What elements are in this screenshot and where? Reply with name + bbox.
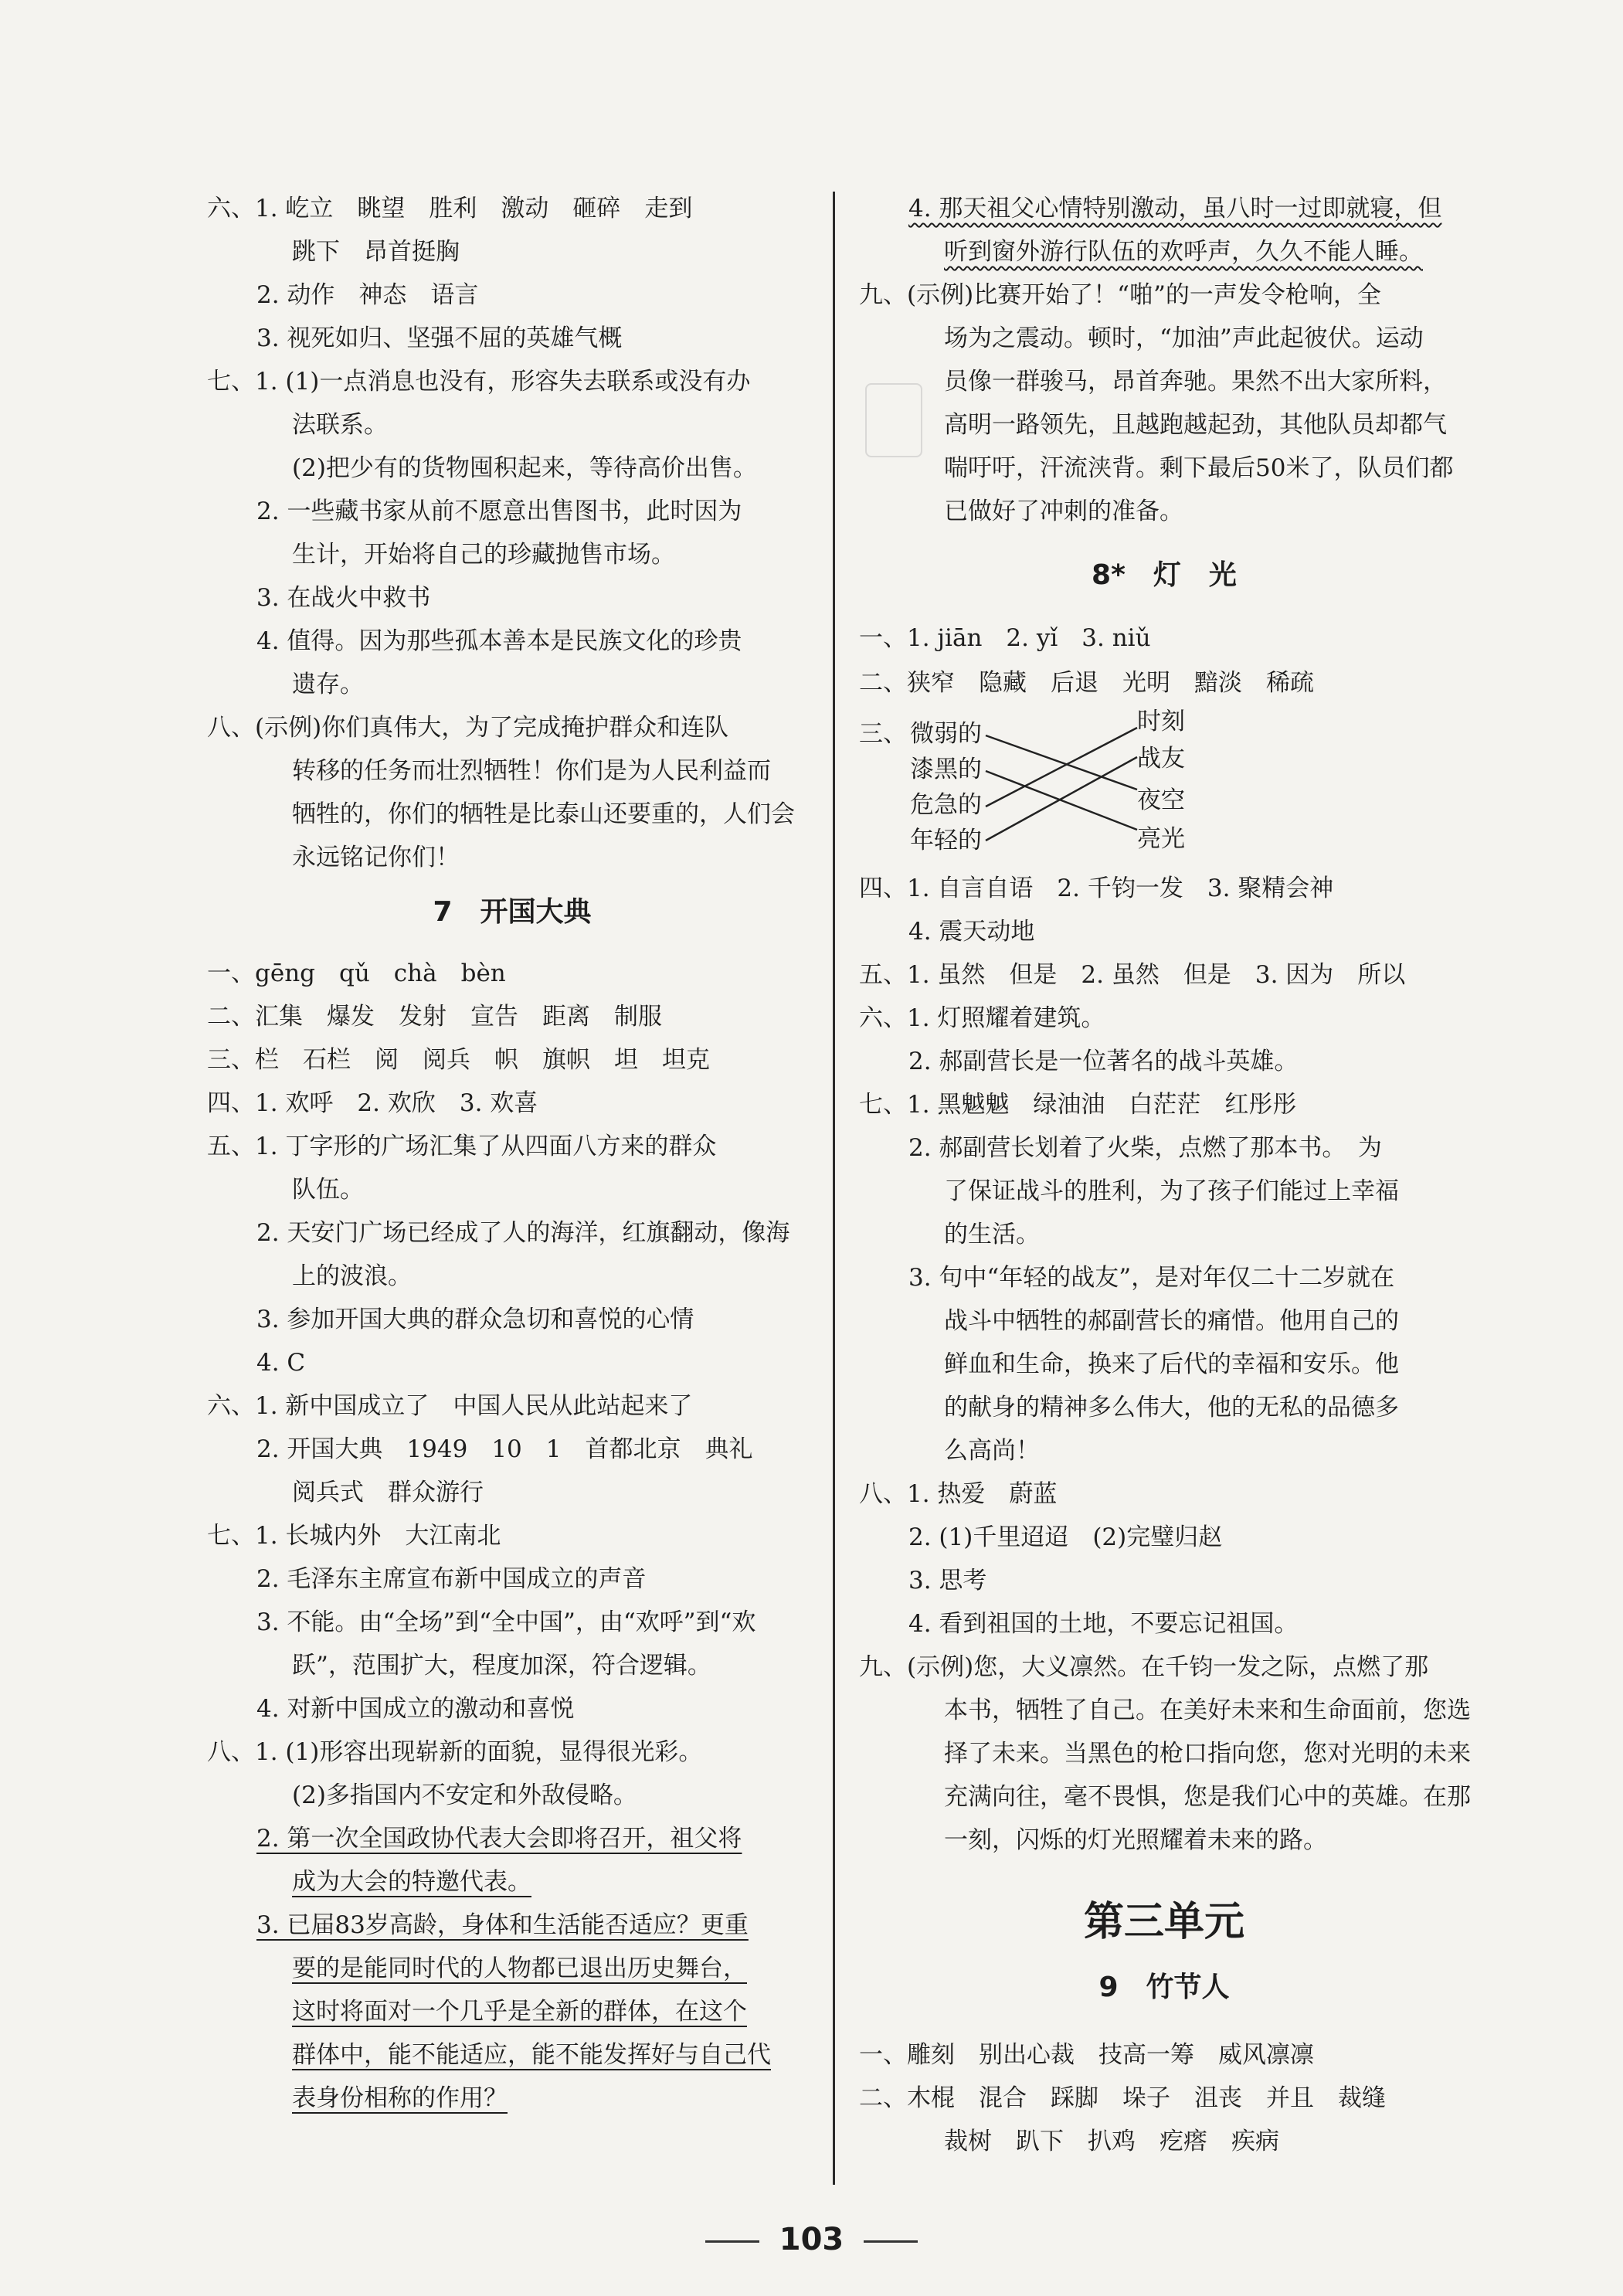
left-line: 3. 在战火中救书: [256, 584, 431, 612]
left-line: 4. 值得。因为那些孤本善本是民族文化的珍贵: [256, 627, 742, 655]
right-line: 五、1. 虽然 但是 2. 虽然 但是 3. 因为 所以: [859, 961, 1406, 989]
left-line-underlined: 这时将面对一个几乎是全新的群体，在这个: [292, 1998, 747, 2026]
left-line-underlined: 群体中，能不能适应，能不能发挥好与自己代: [292, 2041, 771, 2069]
match-line: [986, 735, 1137, 790]
right-line: 喘吁吁，汗流浃背。剩下最后50米了，队员们都: [944, 454, 1454, 482]
right-line: 七、1. 黑魆魆 绿油油 白茫茫 红彤彤: [859, 1091, 1297, 1119]
faint-stamp: [865, 383, 922, 457]
match-line: [986, 771, 1137, 830]
matching-right-item: 战友: [1137, 745, 1185, 773]
unit-3-title: 第三单元: [1083, 1899, 1244, 1945]
right-line-wavy: 4. 那天祖父心情特别激动，虽八时一过即就寝，但: [908, 195, 1442, 222]
left-line: 3. 不能。由“全场”到“全中国”，由“欢呼”到“欢: [256, 1608, 756, 1636]
right-line: 的献身的精神多么伟大，他的无私的品德多: [944, 1394, 1399, 1421]
right-line: 了保证战斗的胜利，为了孩子们能过上幸福: [944, 1177, 1399, 1205]
right-line: 二、木棍 混合 踩脚 垛子 沮丧 并且 裁缝: [859, 2084, 1386, 2112]
left-line: 3. 参加开国大典的群众急切和喜悦的心情: [256, 1306, 694, 1333]
right-line: 3. 句中“年轻的战友”，是对年仅二十二岁就在: [908, 1264, 1395, 1292]
lesson-9-title: 9 竹节人: [1098, 1972, 1230, 2003]
left-line: 七、1. 长城内外 大江南北: [207, 1522, 501, 1550]
left-line: 2. 动作 神态 语言: [256, 281, 479, 309]
column-divider: [833, 192, 835, 2185]
right-line: 八、1. 热爱 蔚蓝: [859, 1480, 1058, 1508]
left-line-underlined: 要的是能同时代的人物都已退出历史舞台，: [292, 1955, 747, 1982]
left-line: 二、汇集 爆发 发射 宣告 距离 制服: [207, 1003, 662, 1031]
matching-left-item: 微弱的: [910, 720, 982, 748]
page-footer: [0, 2222, 1623, 2257]
left-line: 跃”，范围扩大，程度加深，符合逻辑。: [292, 1652, 711, 1680]
right-line: 一、1. jiān 2. yǐ 3. niǔ: [859, 624, 1151, 652]
matching-left-item: 漆黑的: [910, 756, 982, 783]
right-line: 二、狭窄 隐藏 后退 光明 黯淡 稀疏: [859, 669, 1314, 697]
left-line-underlined: 成为大会的特邀代表。: [292, 1868, 531, 1896]
right-line: 员像一群骏马，昂首奔驰。果然不出大家所料，: [944, 368, 1447, 396]
right-line: 一刻，闪烁的灯光照耀着未来的路。: [944, 1826, 1327, 1854]
left-line: 跳下 昂首挺胸: [292, 238, 460, 266]
left-line: 法联系。: [292, 411, 388, 439]
match-line: [986, 728, 1137, 807]
right-line: 高明一路领先，且越跑越起劲，其他队员却都气: [944, 411, 1447, 439]
right-line: 六、1. 灯照耀着建筑。: [859, 1004, 1105, 1032]
left-line: 六、1. 新中国成立了 中国人民从此站起来了: [207, 1392, 693, 1420]
left-line: 2. 一些藏书家从前不愿意出售图书，此时因为: [256, 498, 742, 525]
left-line: 生计，开始将自己的珍藏抛售市场。: [292, 541, 675, 569]
left-line: 八、1. (1)形容出现崭新的面貌，显得很光彩。: [207, 1738, 703, 1766]
matching-left-item: 年轻的: [910, 827, 982, 854]
lesson-7-title: 7 开国大典: [433, 896, 592, 928]
right-line: 2. 郝副营长划着了火柴，点燃了那本书。 为: [908, 1134, 1382, 1162]
left-line: 2. 天安门广场已经成了人的海洋，红旗翻动，像海: [256, 1219, 790, 1247]
left-line: 一、gēng qǔ chà bèn: [207, 959, 506, 987]
footer-dash-right: [864, 2240, 918, 2243]
left-line: (2)把少有的货物囤积起来，等待高价出售。: [292, 454, 757, 482]
left-line: 队伍。: [292, 1176, 364, 1204]
left-line: 遗存。: [292, 671, 364, 698]
left-line: 4. C: [256, 1349, 306, 1377]
left-line: 六、1. 屹立 眺望 胜利 激动 砸碎 走到: [207, 195, 693, 222]
left-line-underlined: 2. 第一次全国政协代表大会即将召开，祖父将: [256, 1825, 742, 1853]
left-line: 七、1. (1)一点消息也没有，形容失去联系或没有办: [207, 368, 751, 396]
left-line-underlined: 表身份相称的作用？: [292, 2084, 508, 2112]
right-line: 4. 震天动地: [908, 918, 1035, 946]
left-line: 五、1. 丁字形的广场汇集了从四面八方来的群众: [207, 1133, 717, 1160]
left-line-underlined: 3. 已届83岁高龄，身体和生活能否适应？更重: [256, 1911, 749, 1939]
left-line: 牺牲的，你们的牺牲是比泰山还要重的，人们会: [292, 800, 795, 828]
right-line: 九、(示例)您，大义凛然。在千钧一发之际，点燃了那: [859, 1653, 1429, 1681]
left-line: 3. 视死如归、坚强不屈的英雄气概: [256, 324, 623, 352]
matching-lines: [859, 717, 1207, 864]
right-line: 择了未来。当黑色的枪口指向您，您对光明的未来: [944, 1740, 1471, 1768]
matching-right-item: 夜空: [1137, 786, 1185, 814]
right-line: 九、(示例)比赛开始了！“啪”的一声发令枪响，全: [859, 281, 1381, 309]
footer-dash-left: [705, 2240, 759, 2243]
right-line: 四、1. 自言自语 2. 千钧一发 3. 聚精会神: [859, 875, 1334, 902]
left-line: 上的波浪。: [292, 1262, 412, 1290]
matching-left-item: 危急的: [910, 791, 982, 819]
right-line: 已做好了冲刺的准备。: [944, 498, 1183, 525]
page-number: 103: [779, 2222, 844, 2257]
left-line: 2. 开国大典 1949 10 1 首都北京 典礼: [256, 1435, 753, 1463]
matching-exercise: [859, 708, 1207, 864]
right-line: 4. 看到祖国的土地，不要忘记祖国。: [908, 1610, 1299, 1638]
left-line: 永远铭记你们！: [292, 844, 460, 871]
left-line: 阅兵式 群众游行: [292, 1479, 484, 1506]
right-line: 一、雕刻 别出心裁 技高一筹 威风凛凛: [859, 2041, 1314, 2069]
matching-right-item: 时刻: [1137, 708, 1185, 735]
right-line: 战斗中牺牲的郝副营长的痛惜。他用自己的: [944, 1307, 1399, 1335]
match-line: [986, 757, 1137, 841]
left-line: (2)多指国内不安定和外敌侵略。: [292, 1781, 637, 1809]
left-line: 2. 毛泽东主席宣布新中国成立的声音: [256, 1565, 647, 1593]
right-line: 裁树 趴下 扒鸡 疙瘩 疾病: [944, 2128, 1279, 2155]
left-line: 三、栏 石栏 阅 阅兵 帜 旗帜 坦 坦克: [207, 1046, 710, 1074]
right-line: 么高尚！: [944, 1437, 1040, 1465]
right-line: 充满向往，毫不畏惧，您是我们心中的英雄。在那: [944, 1783, 1471, 1811]
left-line: 四、1. 欢呼 2. 欢欣 3. 欢喜: [207, 1089, 538, 1117]
right-line: 3. 思考: [908, 1567, 987, 1595]
right-line: 2. (1)千里迢迢 (2)完璧归赵: [908, 1523, 1223, 1551]
matching-prefix: 三、: [859, 720, 907, 748]
lesson-8-title: 8* 灯 光: [1092, 559, 1237, 591]
right-line-wavy: 听到窗外游行队伍的欢呼声，久久不能人睡。: [944, 238, 1423, 266]
right-line: 2. 郝副营长是一位著名的战斗英雄。: [908, 1048, 1299, 1075]
left-line: 转移的任务而壮烈牺牲！你们是为人民利益而: [292, 757, 771, 785]
right-line: 本书，牺牲了自己。在美好未来和生命面前，您选: [944, 1697, 1471, 1724]
left-line: 4. 对新中国成立的激动和喜悦: [256, 1695, 575, 1723]
right-line: 鲜血和生命，换来了后代的幸福和安乐。他: [944, 1350, 1399, 1378]
matching-right-item: 亮光: [1137, 825, 1185, 853]
right-line: 的生活。: [944, 1221, 1040, 1248]
right-line: 场为之震动。顿时，“加油”声此起彼伏。运动: [944, 324, 1424, 352]
left-line: 八、(示例)你们真伟大，为了完成掩护群众和连队: [207, 714, 729, 742]
